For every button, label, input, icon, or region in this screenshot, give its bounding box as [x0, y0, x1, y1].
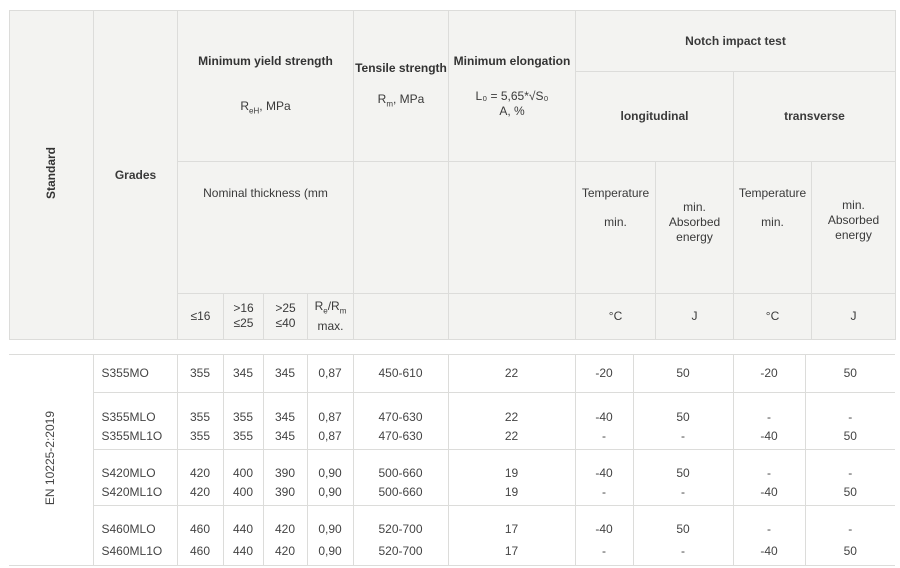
thickness-16-25: >16 ≤25 — [224, 293, 264, 339]
unit-trans-energy: J — [812, 293, 896, 339]
long-energy-cell: 50 — [633, 505, 733, 537]
ratio-cell: 0,87 — [307, 355, 353, 392]
table-row — [9, 481, 895, 505]
yield-40-cell: 345 — [263, 425, 307, 449]
elongation-cell: 22 — [448, 355, 575, 392]
data-table — [9, 355, 895, 566]
body-bottom-border — [9, 565, 895, 566]
ratio-cell: 0,87 — [307, 392, 353, 425]
yield-16-cell: 420 — [177, 449, 223, 481]
long-energy-cell: 50 — [633, 355, 733, 392]
standard-cell: EN 10225-2:2019 — [9, 355, 93, 565]
transverse-header: transverse — [734, 72, 896, 162]
tensile-blank — [354, 162, 449, 293]
yield-40-cell: 345 — [263, 392, 307, 425]
grade-cell: S355MO — [93, 355, 177, 392]
trans-temp-cell: -40 — [733, 481, 805, 505]
table-row — [9, 425, 895, 449]
trans-temp-cell: -40 — [733, 425, 805, 449]
yield-16-cell: 355 — [177, 425, 223, 449]
tensile-cell: 520-700 — [353, 505, 448, 537]
yield-16-cell: 355 — [177, 355, 223, 392]
tensile-unit-blank — [354, 293, 449, 339]
grade-cell: S460ML1O — [93, 537, 177, 565]
trans-temp-cell: - — [733, 505, 805, 537]
table-row — [9, 449, 895, 481]
yield-16-cell: 460 — [177, 537, 223, 565]
long-energy-header: min. Absorbed energy — [656, 162, 734, 293]
long-temp-cell: -40 — [575, 392, 633, 425]
trans-temp-header: Temperature min. — [734, 162, 812, 293]
tensile-cell: 520-700 — [353, 537, 448, 565]
header-table — [9, 10, 896, 340]
long-energy-cell: - — [633, 481, 733, 505]
trans-energy-cell: 50 — [805, 425, 895, 449]
ratio-cell: 0,90 — [307, 505, 353, 537]
trans-temp-cell: -20 — [733, 355, 805, 392]
long-temp-cell: -40 — [575, 449, 633, 481]
long-energy-cell: 50 — [633, 392, 733, 425]
long-temp-cell: - — [575, 425, 633, 449]
long-temp-cell: - — [575, 481, 633, 505]
tensile-cell: 470-630 — [353, 425, 448, 449]
table-row — [9, 537, 895, 565]
grade-cell: S420MLO — [93, 449, 177, 481]
yield-40-cell: 390 — [263, 481, 307, 505]
yield-40-cell: 345 — [263, 355, 307, 392]
yield-25-cell: 400 — [223, 449, 263, 481]
longitudinal-header: longitudinal — [576, 72, 734, 162]
yield-25-cell: 355 — [223, 392, 263, 425]
tensile-cell: 450-610 — [353, 355, 448, 392]
yield-strength-header: Minimum yield strength $R_{eH}$, MPa — [178, 11, 354, 162]
long-temp-cell: -20 — [575, 355, 633, 392]
grade-cell: S355ML1O — [93, 425, 177, 449]
trans-energy-cell: 50 — [805, 537, 895, 565]
ratio-cell: 0,87 — [307, 425, 353, 449]
yield-40-cell: 390 — [263, 449, 307, 481]
yield-25-cell: 400 — [223, 481, 263, 505]
notch-impact-header: Notch impact test — [576, 11, 896, 72]
grade-cell: S460MLO — [93, 505, 177, 537]
trans-temp-cell: - — [733, 449, 805, 481]
elongation-cell: 22 — [448, 425, 575, 449]
yield-25-cell: 355 — [223, 425, 263, 449]
long-temp-cell: -40 — [575, 505, 633, 537]
trans-temp-cell: -40 — [733, 537, 805, 565]
elong-unit-blank — [449, 293, 576, 339]
yield-25-cell: 440 — [223, 505, 263, 537]
grade-cell: S420ML1O — [93, 481, 177, 505]
unit-trans-temp: °C — [734, 293, 812, 339]
elongation-header: Minimum elongation L₀ = 5,65*√S₀ A, % — [449, 11, 576, 162]
tensile-cell: 500-660 — [353, 449, 448, 481]
elongation-cell: 22 — [448, 392, 575, 425]
trans-energy-cell: - — [805, 392, 895, 425]
table-row — [9, 505, 895, 537]
ratio-header: $R_e/R_m$ max. — [308, 293, 354, 339]
yield-25-cell: 345 — [223, 355, 263, 392]
yield-16-cell: 460 — [177, 505, 223, 537]
yield-16-cell: 355 — [177, 392, 223, 425]
long-temp-cell: - — [575, 537, 633, 565]
long-temp-header: Temperature min. — [576, 162, 656, 293]
yield-40-cell: 420 — [263, 537, 307, 565]
yield-16-cell: 420 — [177, 481, 223, 505]
trans-energy-cell: - — [805, 449, 895, 481]
standard-header: Standard — [10, 11, 94, 340]
nominal-thickness-header: Nominal thickness (mm — [178, 162, 354, 293]
table-row — [9, 355, 895, 392]
ratio-cell: 0,90 — [307, 449, 353, 481]
ratio-cell: 0,90 — [307, 537, 353, 565]
elongation-cell: 17 — [448, 537, 575, 565]
grades-header: Grades — [94, 11, 178, 340]
tensile-strength-header: Tensile strength $R_m$, MPa — [354, 11, 449, 162]
elongation-cell: 19 — [448, 481, 575, 505]
trans-energy-cell: 50 — [805, 481, 895, 505]
long-energy-cell: - — [633, 537, 733, 565]
tensile-cell: 470-630 — [353, 392, 448, 425]
ratio-cell: 0,90 — [307, 481, 353, 505]
trans-energy-cell: - — [805, 505, 895, 537]
elongation-cell: 17 — [448, 505, 575, 537]
long-energy-cell: 50 — [633, 449, 733, 481]
grade-cell: S355MLO — [93, 392, 177, 425]
unit-long-energy: J — [656, 293, 734, 339]
trans-temp-cell: - — [733, 392, 805, 425]
table-row — [9, 392, 895, 425]
long-energy-cell: - — [633, 425, 733, 449]
trans-energy-header: min. Absorbed energy — [812, 162, 896, 293]
yield-40-cell: 420 — [263, 505, 307, 537]
trans-energy-cell: 50 — [805, 355, 895, 392]
yield-25-cell: 440 — [223, 537, 263, 565]
unit-long-temp: °C — [576, 293, 656, 339]
elongation-blank — [449, 162, 576, 293]
tensile-cell: 500-660 — [353, 481, 448, 505]
elongation-cell: 19 — [448, 449, 575, 481]
thickness-le16: ≤16 — [178, 293, 224, 339]
thickness-25-40: >25 ≤40 — [264, 293, 308, 339]
